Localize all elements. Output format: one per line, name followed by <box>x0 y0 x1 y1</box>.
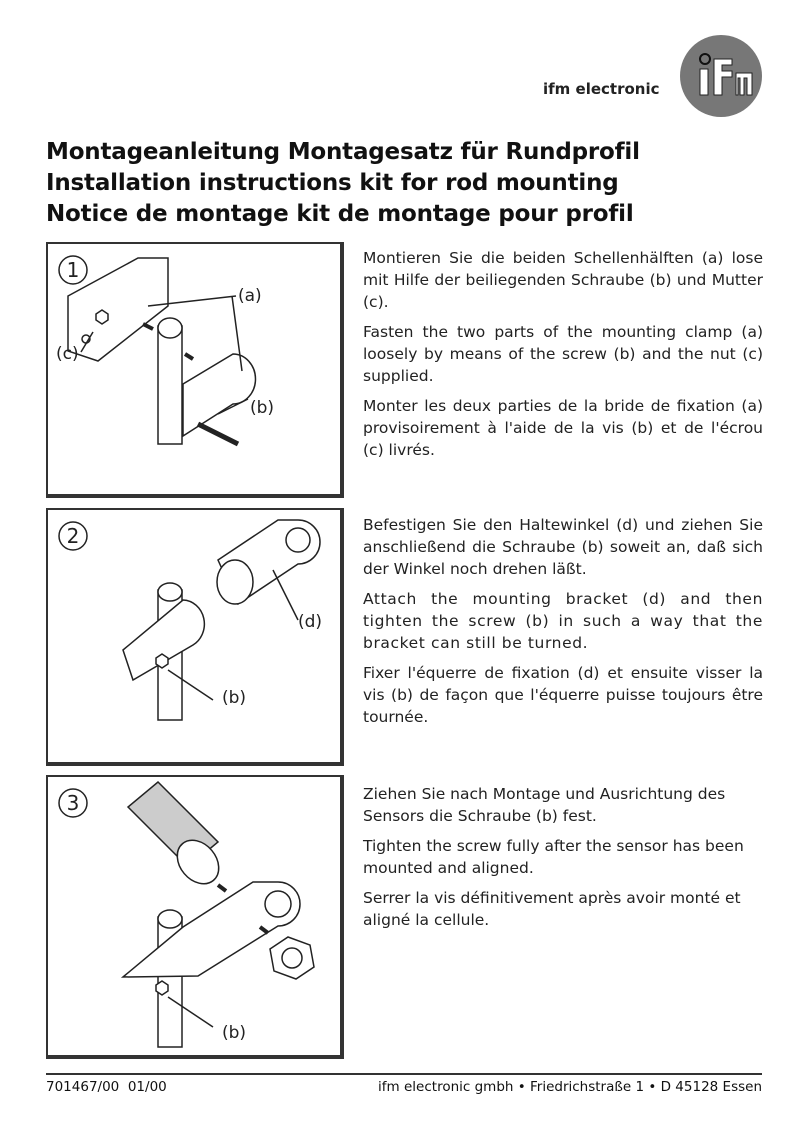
bracket-attachment-illustration <box>48 510 340 762</box>
footer-divider <box>46 1073 762 1075</box>
text-de: Montieren Sie die beiden Schellenhälften (a) lose mit Hilfe der beiliegenden Schraube (b) und Mutter (c). <box>363 249 763 311</box>
label-c: (c) <box>56 344 79 364</box>
title-fr: Notice de montage kit de montage pour profil <box>46 201 634 227</box>
step-number: 2 <box>66 524 80 548</box>
title-en: Installation instructions kit for rod mounting <box>46 170 619 196</box>
step-2-text <box>363 514 763 736</box>
brand-name: ifm electronic <box>543 80 660 98</box>
label-d: (d) <box>298 612 323 632</box>
text-de: Befestigen Sie den Haltewinkel (d) und ziehen Sie anschließend die Schraube (b) soweit an, daß sich der Winkel noch drehen läßt. <box>363 516 763 578</box>
label-b: (b) <box>250 398 275 418</box>
text-de: Ziehen Sie nach Montage und Ausrichtung des Sensors die Schraube (b) fest. <box>363 785 726 825</box>
text-fr: Fixer l'équerre de fixation (d) et ensuite visser la vis (b) de façon que l'équerre puisse toujours être tournée. <box>363 664 763 726</box>
label-a: (a) <box>238 286 262 306</box>
figure-step-3 <box>46 775 344 1059</box>
ifm-logo <box>680 35 762 117</box>
figure-step-1 <box>46 242 344 498</box>
text-fr: Serrer la vis définitivement après avoir monté et aligné la cellule. <box>363 889 741 929</box>
text-en: Attach the mounting bracket (d) and then tighten the screw (b) in such a way that the bracket can still be turned. <box>363 590 763 652</box>
sensor-mounting-illustration <box>48 777 340 1055</box>
label-b: (b) <box>222 1023 247 1043</box>
text-en: Fasten the two parts of the mounting clamp (a) loosely by means of the screw (b) and the nut (c) supplied. <box>363 323 763 385</box>
title-block <box>46 137 640 230</box>
clamp-assembly-illustration <box>48 244 340 494</box>
title-de: Montageanleitung Montagesatz für Rundprofil <box>46 139 640 165</box>
step-1-text <box>363 247 763 469</box>
text-fr: Monter les deux parties de la bride de fixation (a) provisoirement à l'aide de la vis (b) et de l'écrou (c) livrés. <box>363 397 763 459</box>
figure-step-2 <box>46 508 344 766</box>
step-number: 1 <box>66 258 80 282</box>
step-number: 3 <box>66 791 80 815</box>
company-address: ifm electronic gmbh • Friedrichstraße 1 • D 45128 Essen <box>378 1079 762 1095</box>
text-en: Tighten the screw fully after the sensor has been mounted and aligned. <box>363 837 744 877</box>
document-number: 701467/00 01/00 <box>46 1079 167 1095</box>
label-b: (b) <box>222 688 247 708</box>
step-3-text <box>363 783 763 939</box>
